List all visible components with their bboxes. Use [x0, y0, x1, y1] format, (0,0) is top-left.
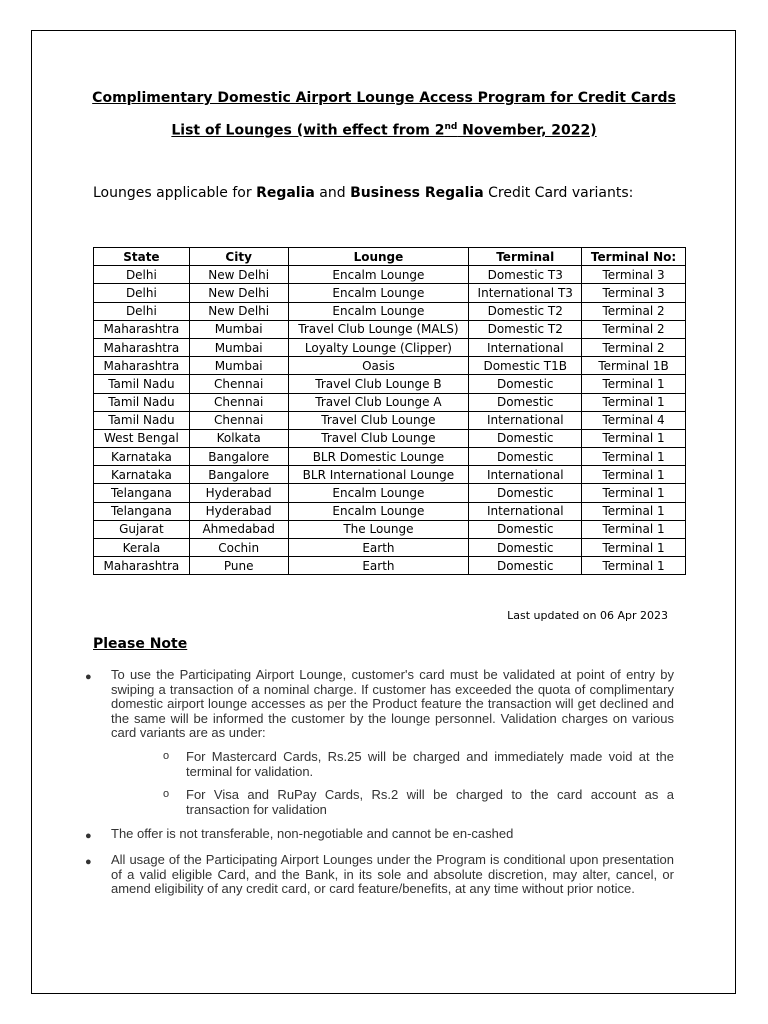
- intro-post: Credit Card variants:: [483, 185, 634, 201]
- document-title: Complimentary Domestic Airport Lounge Access Program for Credit Cards: [92, 90, 676, 106]
- cell-terminal: International: [469, 466, 582, 484]
- bullet-dot: ●: [85, 856, 92, 868]
- cell-terminal-no: Terminal 3: [582, 284, 686, 302]
- cell-city: Cochin: [189, 539, 288, 557]
- cell-lounge: Encalm Lounge: [288, 484, 469, 502]
- cell-terminal-no: Terminal 2: [582, 338, 686, 356]
- cell-lounge: Travel Club Lounge B: [288, 375, 469, 393]
- cell-terminal: Domestic T3: [469, 266, 582, 284]
- cell-city: Bangalore: [189, 466, 288, 484]
- cell-terminal-no: Terminal 2: [582, 302, 686, 320]
- cell-terminal: Domestic: [469, 557, 582, 575]
- cell-city: New Delhi: [189, 284, 288, 302]
- cell-city: Pune: [189, 557, 288, 575]
- subtitle-pre: List of Lounges (with effect from 2: [171, 122, 445, 139]
- intro-mid: and: [314, 185, 351, 201]
- header-terminal: Terminal: [469, 248, 582, 266]
- cell-city: Kolkata: [189, 429, 288, 447]
- cell-terminal-no: Terminal 1B: [582, 357, 686, 375]
- table-row: [94, 557, 686, 575]
- note-sub-visa-rupay: For Visa and RuPay Cards, Rs.2 will be charged to the card account as a transaction for validation: [186, 787, 674, 817]
- cell-terminal-no: Terminal 1: [582, 520, 686, 538]
- cell-terminal: Domestic: [469, 429, 582, 447]
- cell-state: Karnataka: [94, 448, 190, 466]
- cell-lounge: Travel Club Lounge A: [288, 393, 469, 411]
- cell-terminal-no: Terminal 3: [582, 266, 686, 284]
- cell-terminal-no: Terminal 1: [582, 484, 686, 502]
- cell-terminal-no: Terminal 1: [582, 466, 686, 484]
- cell-terminal: Domestic: [469, 484, 582, 502]
- please-note-heading: Please Note: [93, 636, 188, 652]
- cell-city: New Delhi: [189, 302, 288, 320]
- cell-lounge: Earth: [288, 539, 469, 557]
- table-row: [94, 302, 686, 320]
- cell-city: Chennai: [189, 393, 288, 411]
- header-city: City: [189, 248, 288, 266]
- cell-terminal-no: Terminal 1: [582, 557, 686, 575]
- cell-lounge: BLR International Lounge: [288, 466, 469, 484]
- cell-lounge: Encalm Lounge: [288, 502, 469, 520]
- last-updated: Last updated on 06 Apr 2023: [507, 609, 668, 622]
- cell-terminal-no: Terminal 4: [582, 411, 686, 429]
- note-bullet-3: All usage of the Participating Airport Lounges under the Program is conditional upon presentation of a valid eligible Card, and the Bank, in its sole and absolute discretion, may alter, cancel, or amend eligibility of any credit card, or card feature/benefits, at any time without prior notice.: [111, 852, 674, 896]
- cell-state: Karnataka: [94, 466, 190, 484]
- bullet-dot: ●: [85, 830, 92, 842]
- cell-terminal-no: Terminal 1: [582, 375, 686, 393]
- table-row: [94, 520, 686, 538]
- cell-state: Delhi: [94, 302, 190, 320]
- cell-terminal: Domestic: [469, 393, 582, 411]
- table-row: [94, 284, 686, 302]
- note-bullet-1: To use the Participating Airport Lounge, customer's card must be validated at point of entry by swiping a transaction of a nominal charge. If customer has exceeded the quota of complimentary domestic airport lounge accesses as per the Product feature the transaction will get declined and the same will be informed the customer by the lounge personnel. Validation charges on various card variants are as under:: [111, 667, 674, 740]
- cell-lounge: Loyalty Lounge (Clipper): [288, 338, 469, 356]
- table-row: [94, 539, 686, 557]
- cell-state: Tamil Nadu: [94, 411, 190, 429]
- table-header-row: [94, 248, 686, 266]
- cell-terminal: Domestic: [469, 375, 582, 393]
- cell-state: Telangana: [94, 502, 190, 520]
- table-row: [94, 393, 686, 411]
- table-row: [94, 320, 686, 338]
- intro-business-regalia: Business Regalia: [350, 185, 484, 201]
- cell-terminal: Domestic: [469, 539, 582, 557]
- table-row: [94, 448, 686, 466]
- cell-city: Hyderabad: [189, 484, 288, 502]
- cell-state: West Bengal: [94, 429, 190, 447]
- cell-lounge: Encalm Lounge: [288, 284, 469, 302]
- cell-city: Mumbai: [189, 338, 288, 356]
- table-row: [94, 357, 686, 375]
- table-row: [94, 375, 686, 393]
- subtitle-post: November, 2022): [457, 122, 597, 139]
- sub-bullet-circle: o: [163, 788, 170, 800]
- cell-lounge: Travel Club Lounge: [288, 429, 469, 447]
- lounge-table: [93, 247, 686, 575]
- table-row: [94, 429, 686, 447]
- cell-lounge: Oasis: [288, 357, 469, 375]
- cell-state: Telangana: [94, 484, 190, 502]
- cell-state: Maharashtra: [94, 557, 190, 575]
- cell-city: Hyderabad: [189, 502, 288, 520]
- cell-terminal: Domestic T2: [469, 320, 582, 338]
- cell-state: Maharashtra: [94, 320, 190, 338]
- table-row: [94, 411, 686, 429]
- table-row: [94, 466, 686, 484]
- cell-terminal: Domestic T1B: [469, 357, 582, 375]
- cell-city: Chennai: [189, 375, 288, 393]
- cell-state: Gujarat: [94, 520, 190, 538]
- cell-terminal-no: Terminal 1: [582, 393, 686, 411]
- table-row: [94, 484, 686, 502]
- header-terminal-no: Terminal No:: [582, 248, 686, 266]
- note-bullet-2: The offer is not transferable, non-negotiable and cannot be en-cashed: [111, 826, 514, 841]
- cell-terminal: Domestic T2: [469, 302, 582, 320]
- cell-city: Chennai: [189, 411, 288, 429]
- header-state: State: [94, 248, 190, 266]
- cell-state: Maharashtra: [94, 338, 190, 356]
- cell-terminal: International: [469, 502, 582, 520]
- cell-city: Mumbai: [189, 357, 288, 375]
- cell-terminal-no: Terminal 2: [582, 320, 686, 338]
- cell-terminal: Domestic: [469, 520, 582, 538]
- cell-lounge: Encalm Lounge: [288, 266, 469, 284]
- cell-state: Tamil Nadu: [94, 393, 190, 411]
- cell-lounge: Travel Club Lounge (MALS): [288, 320, 469, 338]
- subtitle-ordinal: nd: [444, 122, 458, 132]
- cell-city: Bangalore: [189, 448, 288, 466]
- cell-city: Ahmedabad: [189, 520, 288, 538]
- cell-terminal: International: [469, 411, 582, 429]
- cell-state: Tamil Nadu: [94, 375, 190, 393]
- sub-bullet-circle: o: [163, 750, 170, 762]
- table-row: [94, 338, 686, 356]
- cell-terminal: International: [469, 338, 582, 356]
- cell-state: Maharashtra: [94, 357, 190, 375]
- cell-terminal-no: Terminal 1: [582, 448, 686, 466]
- cell-lounge: BLR Domestic Lounge: [288, 448, 469, 466]
- document-subtitle: [0, 122, 768, 139]
- cell-terminal: Domestic: [469, 448, 582, 466]
- cell-city: Mumbai: [189, 320, 288, 338]
- header-lounge: Lounge: [288, 248, 469, 266]
- cell-lounge: Encalm Lounge: [288, 302, 469, 320]
- table-row: [94, 502, 686, 520]
- cell-lounge: Earth: [288, 557, 469, 575]
- cell-state: Delhi: [94, 266, 190, 284]
- intro-regalia: Regalia: [256, 185, 315, 201]
- cell-city: New Delhi: [189, 266, 288, 284]
- cell-terminal-no: Terminal 1: [582, 502, 686, 520]
- cell-lounge: Travel Club Lounge: [288, 411, 469, 429]
- intro-pre: Lounges applicable for: [93, 185, 257, 201]
- intro-text: [93, 185, 633, 201]
- cell-state: Delhi: [94, 284, 190, 302]
- cell-state: Kerala: [94, 539, 190, 557]
- cell-lounge: The Lounge: [288, 520, 469, 538]
- table-row: [94, 266, 686, 284]
- cell-terminal: International T3: [469, 284, 582, 302]
- bullet-dot: ●: [85, 671, 92, 683]
- cell-terminal-no: Terminal 1: [582, 429, 686, 447]
- cell-terminal-no: Terminal 1: [582, 539, 686, 557]
- note-sub-mastercard: For Mastercard Cards, Rs.25 will be charged and immediately made void at the terminal for validation.: [186, 749, 674, 779]
